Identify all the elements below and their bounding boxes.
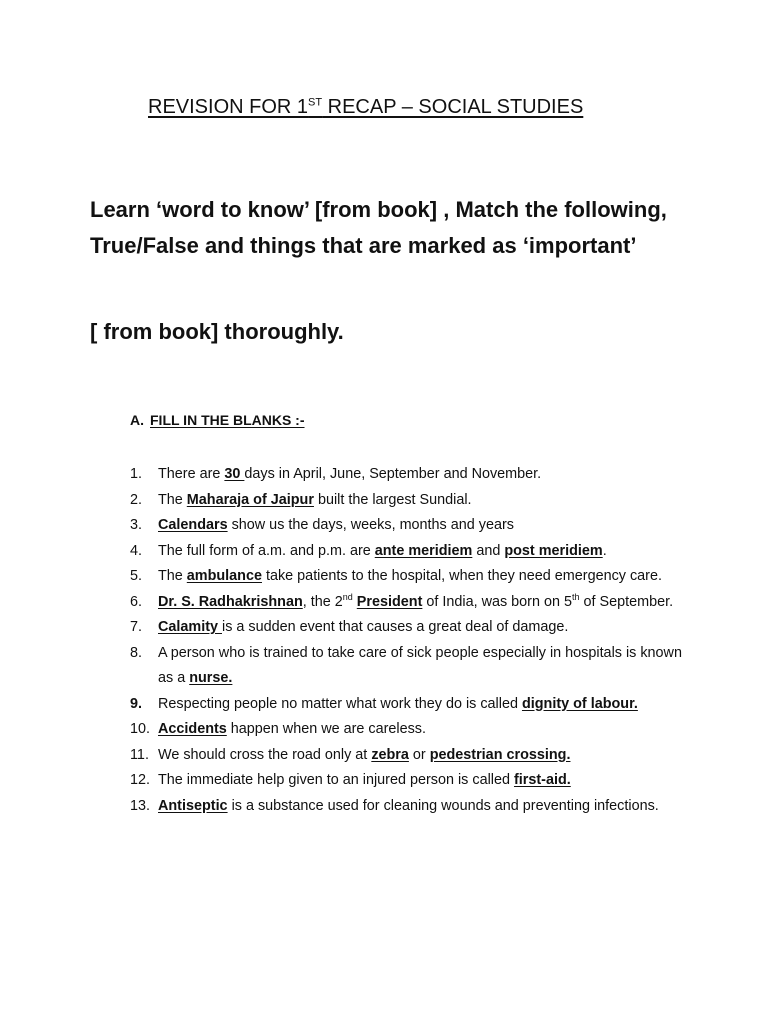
item-text: and (472, 542, 505, 559)
ordinal-suffix: nd (342, 591, 353, 602)
item-answer: Calamity (158, 619, 222, 635)
item-text: Respecting people no matter what work they do is called (158, 695, 522, 712)
item-answer: nurse. (189, 670, 233, 686)
item-answer: first-aid. (513, 772, 571, 788)
page-title (148, 96, 583, 119)
title-suffix: RECAP – SOCIAL STUDIES (322, 96, 584, 118)
list-item (130, 743, 690, 769)
item-number: 12. (130, 772, 151, 788)
title-superscript: ST (308, 96, 323, 109)
list-item (130, 539, 690, 565)
item-number: 3. (130, 517, 143, 533)
item-answer: Maharaja of Jaipur (186, 491, 314, 508)
list-item (130, 615, 690, 641)
item-answer: Accidents (158, 721, 227, 737)
item-number: 11. (130, 746, 149, 763)
item-text: days in April, June, September and November. (244, 466, 542, 482)
item-text: of India, was born on 5 (422, 593, 572, 610)
item-text: happen when we are careless. (226, 721, 426, 737)
item-answer: Antiseptic (158, 797, 228, 814)
item-answer: ambulance (186, 568, 262, 584)
item-answer: zebra (371, 746, 409, 763)
item-text: show us the days, weeks, months and years (227, 517, 514, 533)
section-a-title: FILL IN THE BLANKS :- (150, 412, 305, 428)
title-prefix: REVISION FOR 1 (148, 96, 309, 118)
item-text: is a sudden event that causes a great deal of damage. (222, 619, 569, 635)
item-text: , the 2 (302, 593, 343, 610)
item-answer: post meridiem (504, 542, 603, 559)
item-number: 6. (130, 593, 143, 610)
item-answer: Calendars (158, 517, 228, 533)
item-text: The (158, 568, 187, 584)
intro-paragraph-2: [ from book] thoroughly. (90, 319, 344, 344)
item-answer: President (356, 593, 423, 610)
ordinal-suffix: th (571, 591, 580, 602)
item-number: 5. (130, 568, 143, 584)
section-a-marker: A. (130, 412, 144, 428)
item-text: The immediate help given to an injured person is called (158, 772, 514, 788)
list-item (130, 488, 690, 514)
item-answer: dignity of labour. (521, 695, 638, 712)
list-item (130, 641, 690, 692)
list-item (130, 590, 690, 616)
item-number: 10. (130, 721, 151, 737)
item-text: The full form of a.m. and p.m. are (158, 542, 375, 559)
list-item (130, 692, 690, 718)
item-text: A person who is trained to take care of sick people especially in hospitals is known as a (158, 644, 682, 686)
item-number: 7. (130, 619, 143, 635)
item-text: We should cross the road only at (158, 746, 372, 763)
item-text: . (602, 542, 607, 559)
item-number: 4. (130, 542, 143, 559)
item-text: There are (158, 466, 225, 482)
list-item (130, 462, 690, 488)
item-text: The (158, 491, 187, 508)
item-text: or (408, 746, 430, 763)
item-text: is a substance used for cleaning wounds and preventing infections. (227, 797, 659, 814)
item-text: built the largest Sundial. (313, 491, 472, 508)
item-text: take patients to the hospital, when they need emergency care. (261, 568, 662, 584)
item-answer: 30 (224, 466, 245, 482)
item-answer: ante meridiem (374, 542, 473, 559)
intro-paragraph: Learn ‘word to know’ [from book] , Match the following, True/False and things that are marked as ‘important’ (90, 197, 667, 258)
item-number: 2. (130, 491, 143, 508)
item-answer: Dr. S. Radhakrishnan (158, 593, 303, 610)
list-item (130, 717, 690, 743)
list-item (130, 564, 690, 590)
list-item (130, 794, 690, 820)
fill-in-blanks-list (130, 462, 690, 819)
item-answer: pedestrian crossing. (429, 746, 571, 763)
section-a-heading (130, 412, 305, 428)
item-number: 13. (130, 797, 151, 814)
item-number: 9. (130, 695, 143, 712)
item-text: of September. (579, 593, 674, 610)
list-item (130, 768, 690, 794)
item-number: 1. (130, 466, 143, 482)
list-item (130, 513, 690, 539)
item-number: 8. (130, 644, 143, 661)
